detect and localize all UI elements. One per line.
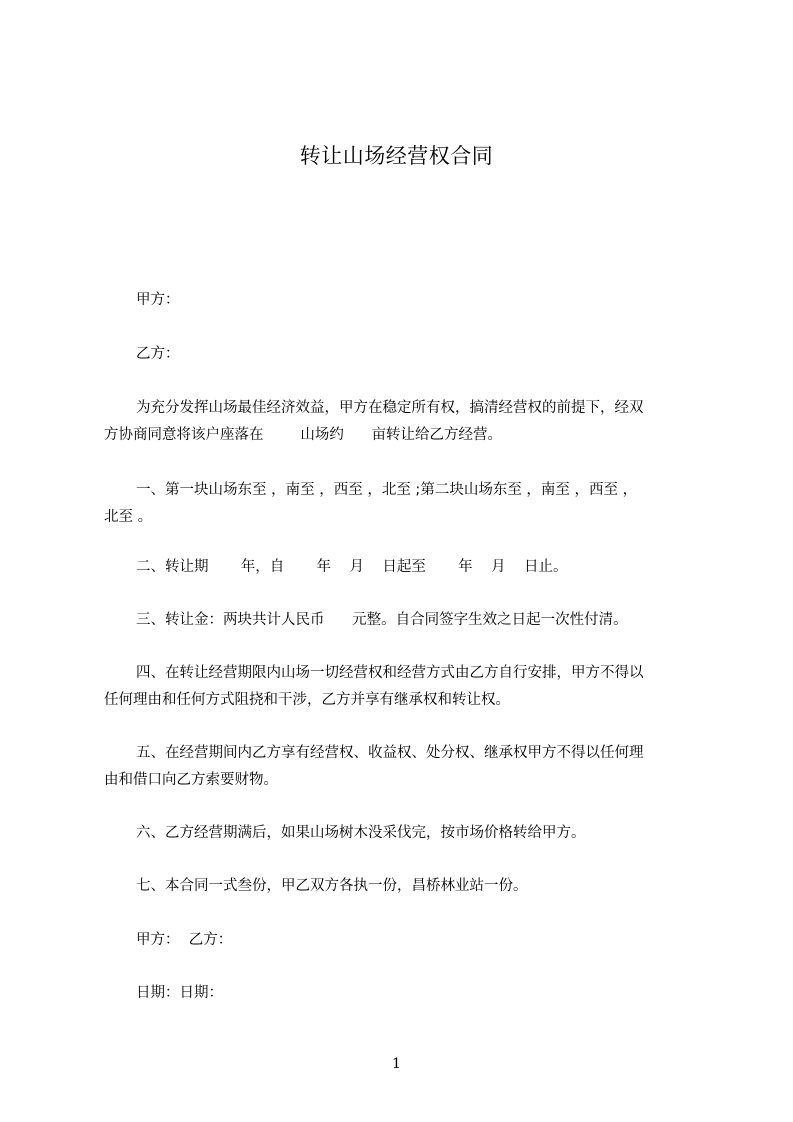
- clause-2-text: 二、转让期 年，自 年 月 日起至 年 月 日止。: [136, 559, 568, 575]
- clause-4: [104, 660, 704, 714]
- clause-1-line-1: 一、第一块山场东至 ，南至 ，西至 ，北至 ;第二块山场东至 ，南至 ，西至 ，: [136, 482, 638, 498]
- clause-3-text: 三、转让金：两块共计人民币 元整。自合同签字生效之日起一次性付清。: [136, 612, 628, 628]
- party-b-text: 乙方：: [136, 346, 180, 362]
- party-a-label: [104, 287, 704, 314]
- clause-5: [104, 740, 704, 794]
- signature-line: [104, 927, 704, 954]
- clause-2: [104, 554, 704, 581]
- clause-1: [104, 477, 704, 531]
- party-a-text: 甲方：: [136, 292, 180, 308]
- clause-7-text: 七、本合同一式叁份，甲乙双方各执一份，昌桥林业站一份。: [136, 878, 528, 894]
- clause-6-text: 六、乙方经营期满后，如果山场树木没采伐完，按市场价格转给甲方。: [136, 825, 586, 841]
- clause-4-line-2: 任何理由和任何方式阻挠和干涉，乙方并享有继承权和转让权。: [104, 692, 510, 708]
- intro-line-1: 为充分发挥山场最佳经济效益，甲方在稳定所有权，搞清经营权的前提下，经双: [136, 400, 644, 416]
- page-number: 1: [392, 1056, 401, 1072]
- clause-1-line-2: 北至 。: [104, 509, 153, 525]
- date-line: [104, 980, 704, 1007]
- date-text: 日期：日期：: [136, 985, 223, 1001]
- clause-4-line-1: 四、在转让经营期限内山场一切经营权和经营方式由乙方自行安排，甲方不得以: [136, 665, 644, 681]
- signature-text: 甲方： 乙方：: [136, 932, 233, 948]
- clause-7: [104, 873, 704, 900]
- intro-paragraph: [104, 395, 704, 449]
- document-title: 转让山场经营权合同: [299, 144, 494, 168]
- clause-5-line-2: 由和借口向乙方索要财物。: [104, 772, 278, 788]
- clause-6: [104, 820, 704, 847]
- clause-3: [104, 607, 704, 634]
- intro-line-2: 方协商同意将该户座落在 山场约 亩转让给乙方经营。: [104, 427, 503, 443]
- clause-5-line-1: 五、在经营期间内乙方享有经营权、收益权、处分权、继承权甲方不得以任何理: [136, 745, 644, 761]
- party-b-label: [104, 341, 704, 368]
